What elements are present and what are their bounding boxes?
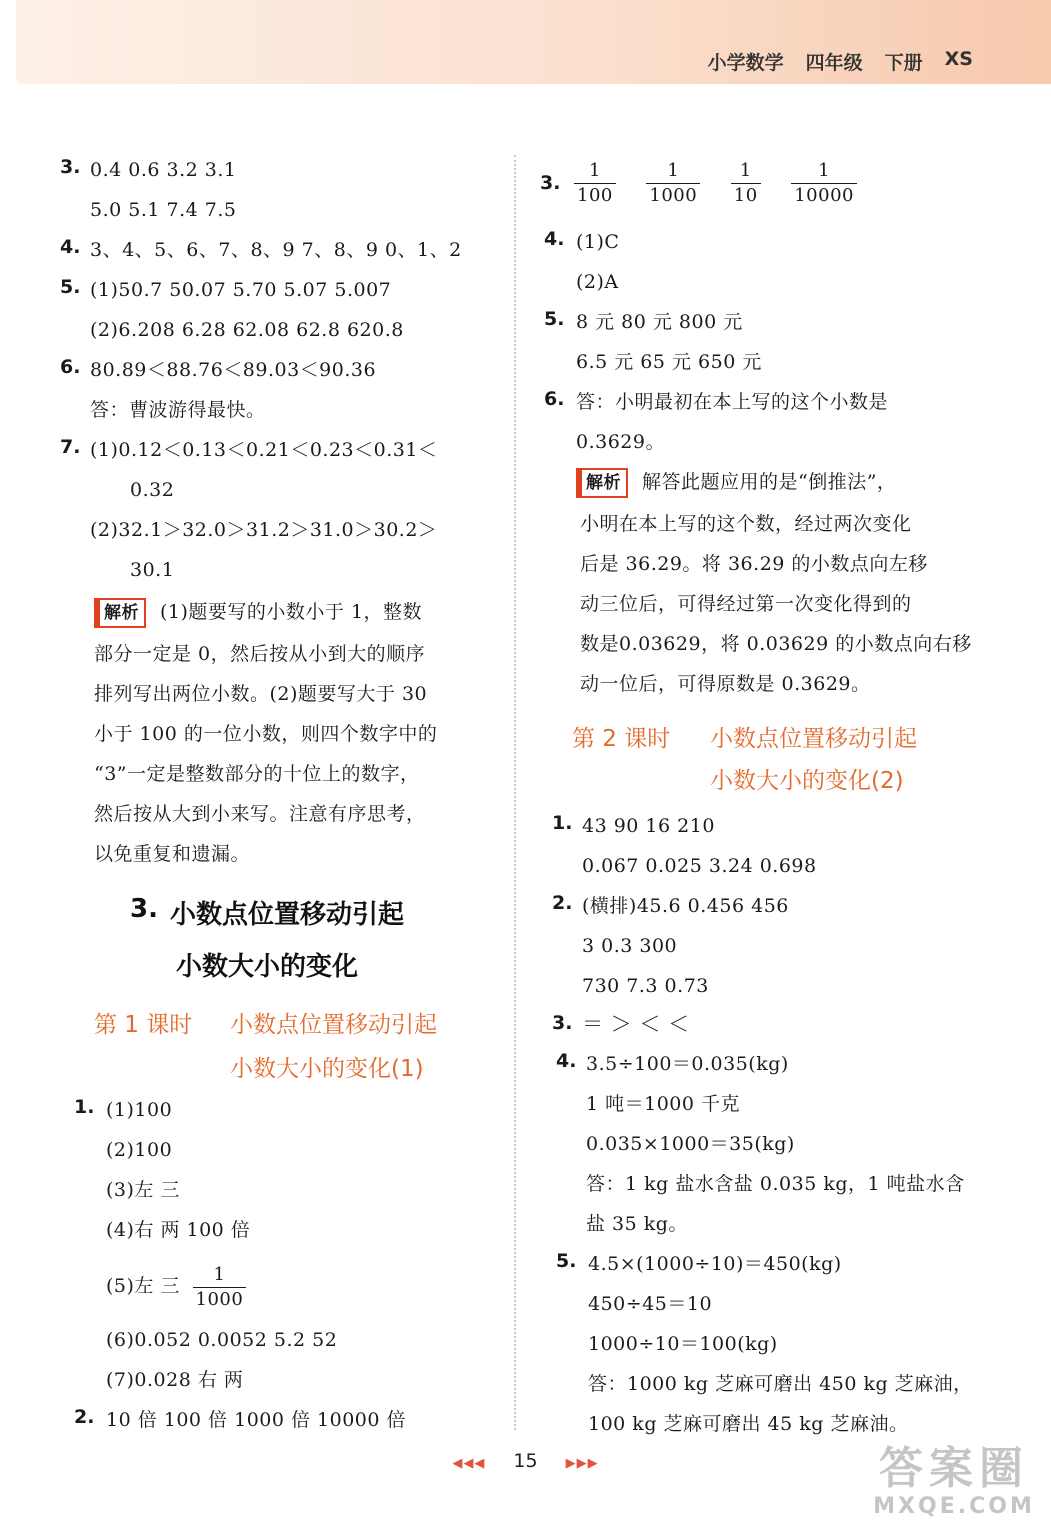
answer-line: (1)50.7 50.07 5.70 5.07 5.007 — [90, 279, 392, 301]
analysis-line: 动一位后，可得原数是 0.3629。 — [580, 673, 871, 695]
analysis-tag: 解析 — [576, 468, 628, 498]
fraction: $\frac{1}{10}$ — [731, 162, 761, 205]
question-number: 5. — [556, 1250, 577, 1272]
question-number: 3. — [540, 172, 561, 194]
question-number: 3. — [60, 156, 81, 178]
lesson-title: 小数点位置移动引起 — [710, 726, 917, 752]
answer-line: 6.5 元 65 元 650 元 — [576, 351, 762, 373]
answer-line: 0.067 0.025 3.24 0.698 — [582, 855, 817, 877]
answer-line: (1)0.12＜0.13＜0.21＜0.23＜0.31＜ — [90, 439, 438, 461]
question-number: 1. — [552, 812, 573, 834]
answer-line: 答：小明最初在本上写的这个小数是 — [576, 391, 889, 413]
answer-line: 答：1 kg 盐水含盐 0.035 kg，1 吨盐水含 — [586, 1173, 965, 1195]
question-number: 5. — [60, 276, 81, 298]
page-number: 15 — [513, 1450, 538, 1472]
analysis-line: 排列写出两位小数。(2)题要写大于 30 — [94, 683, 428, 705]
analysis-line — [94, 594, 422, 630]
section-title: 小数点位置移动引起 — [170, 900, 405, 930]
answer-line: 0.3629。 — [576, 431, 665, 453]
analysis-text: 解答此题应用的是“倒推法”， — [642, 471, 897, 493]
analysis-line: 然后按从大到小来写。注意有序思考， — [94, 803, 426, 825]
answer-line: 5.0 5.1 7.4 7.5 — [90, 199, 237, 221]
answer-text: (5)左 三 — [106, 1275, 180, 1297]
question-number: 4. — [556, 1050, 577, 1072]
question-number: 6. — [544, 388, 565, 410]
question-number: 4. — [60, 236, 81, 258]
subject-label: 小学数学 — [707, 52, 784, 74]
grade-label: 四年级 — [805, 52, 863, 74]
lesson-label: 第 2 课时 — [572, 726, 671, 752]
answer-line: 答：曹波游得最快。 — [90, 399, 266, 421]
question-number: 2. — [74, 1406, 95, 1428]
question-number: 3. — [552, 1012, 573, 1034]
analysis-line: 后是 36.29。将 36.29 的小数点向左移 — [580, 553, 928, 575]
volume-label: 下册 — [884, 52, 923, 74]
analysis-line: 数是0.03629，将 0.03629 的小数点向右移 — [580, 633, 972, 655]
lesson-title: 小数大小的变化(1) — [230, 1056, 424, 1082]
answer-line: 0.4 0.6 3.2 3.1 — [90, 159, 237, 181]
analysis-line: 以免重复和遗漏。 — [94, 843, 251, 865]
lesson-label: 第 1 课时 — [94, 1012, 193, 1038]
analysis-line: “3”一定是整数部分的十位上的数字， — [94, 763, 420, 785]
answer-line: (7)0.028 右 两 — [106, 1369, 244, 1391]
section-title: 小数大小的变化 — [176, 952, 359, 982]
question-number: 6. — [60, 356, 81, 378]
answer-line: 3.5÷100＝0.035(kg) — [586, 1053, 789, 1075]
answer-line: 450÷45＝10 — [588, 1293, 713, 1315]
lesson-title: 小数大小的变化(2) — [710, 768, 904, 794]
answer-line: 80.89＜88.76＜89.03＜90.36 — [90, 359, 377, 381]
watermark-logo — [865, 1444, 1043, 1530]
analysis-line: 动三位后，可得经过第一次变化得到的 — [580, 593, 912, 615]
answer-line: (1)100 — [106, 1099, 173, 1121]
prev-arrows-icon: ◀◀◀ — [452, 1456, 486, 1471]
fraction: $\frac{1}{100}$ — [574, 162, 616, 205]
analysis-line: 小明在本上写的这个数，经过两次变化 — [580, 513, 912, 535]
fraction — [193, 1263, 247, 1310]
watermark-text: 答案圈 — [879, 1443, 1029, 1494]
answer-line: 3、4、5、6、7、8、9 7、8、9 0、1、2 — [90, 239, 462, 261]
fraction: $\frac{1}{10000}$ — [791, 162, 857, 205]
answer-line: (2)A — [576, 271, 619, 293]
section-number: 3. — [130, 894, 158, 924]
analysis-line: 小于 100 的一位小数，则四个数字中的 — [94, 723, 438, 745]
answer-line: 答：1000 kg 芝麻可磨出 450 kg 芝麻油， — [588, 1373, 973, 1395]
fraction: $\frac{1}{1000}$ — [646, 162, 700, 205]
question-number: 5. — [544, 308, 565, 330]
answer-line: (2)32.1＞32.0＞31.2＞31.0＞30.2＞ — [90, 519, 438, 541]
answer-line — [106, 1260, 252, 1312]
answer-line: 0.32 — [130, 479, 175, 501]
fraction-denominator: 1000 — [193, 1287, 247, 1309]
answer-line: 730 7.3 0.73 — [582, 975, 709, 997]
answer-line: 3 0.3 300 — [582, 935, 678, 957]
answer-line: 43 90 16 210 — [582, 815, 715, 837]
analysis-line: 部分一定是 0，然后按从小到大的顺序 — [94, 643, 426, 665]
answer-line: 30.1 — [130, 559, 175, 581]
next-arrows-icon: ▶▶▶ — [565, 1456, 599, 1471]
answer-line: 1000÷10＝100(kg) — [588, 1333, 778, 1355]
lesson-title: 小数点位置移动引起 — [230, 1012, 437, 1038]
answer-line: (2)100 — [106, 1139, 173, 1161]
answer-line: (4)右 两 100 倍 — [106, 1219, 251, 1241]
book-meta — [708, 48, 973, 76]
fraction-row — [568, 154, 863, 210]
answer-line: 盐 35 kg。 — [586, 1213, 688, 1235]
question-number: 2. — [552, 892, 573, 914]
answer-line: 8 元 80 元 800 元 — [576, 311, 743, 333]
answer-line: ＝ ＞ ＜ ＜ — [582, 1012, 690, 1036]
edition-label: XS — [944, 48, 973, 70]
answer-line: (1)C — [576, 231, 620, 253]
question-number: 4. — [544, 228, 565, 250]
watermark-url: MXQE.COM — [873, 1494, 1035, 1519]
analysis-tag: 解析 — [94, 598, 146, 628]
analysis-line — [576, 464, 896, 500]
analysis-text: (1)题要写的小数小于 1，整数 — [160, 601, 423, 623]
fraction-numerator: 1 — [213, 1263, 226, 1285]
answer-line: (3)左 三 — [106, 1179, 180, 1201]
answer-line: (横排)45.6 0.456 456 — [582, 895, 789, 917]
answer-line: (6)0.052 0.0052 5.2 52 — [106, 1329, 338, 1351]
answer-line: 1 吨＝1000 千克 — [586, 1093, 741, 1115]
answer-line: 0.035×1000＝35(kg) — [586, 1133, 795, 1155]
column-divider — [514, 155, 516, 1430]
answer-line: 10 倍 100 倍 1000 倍 10000 倍 — [106, 1409, 407, 1431]
answer-line: 4.5×(1000÷10)＝450(kg) — [588, 1253, 842, 1275]
question-number: 7. — [60, 436, 81, 458]
answer-line: 100 kg 芝麻可磨出 45 kg 芝麻油。 — [588, 1413, 909, 1435]
question-number: 1. — [74, 1096, 95, 1118]
answer-line: (2)6.208 6.28 62.08 62.8 620.8 — [90, 319, 404, 341]
